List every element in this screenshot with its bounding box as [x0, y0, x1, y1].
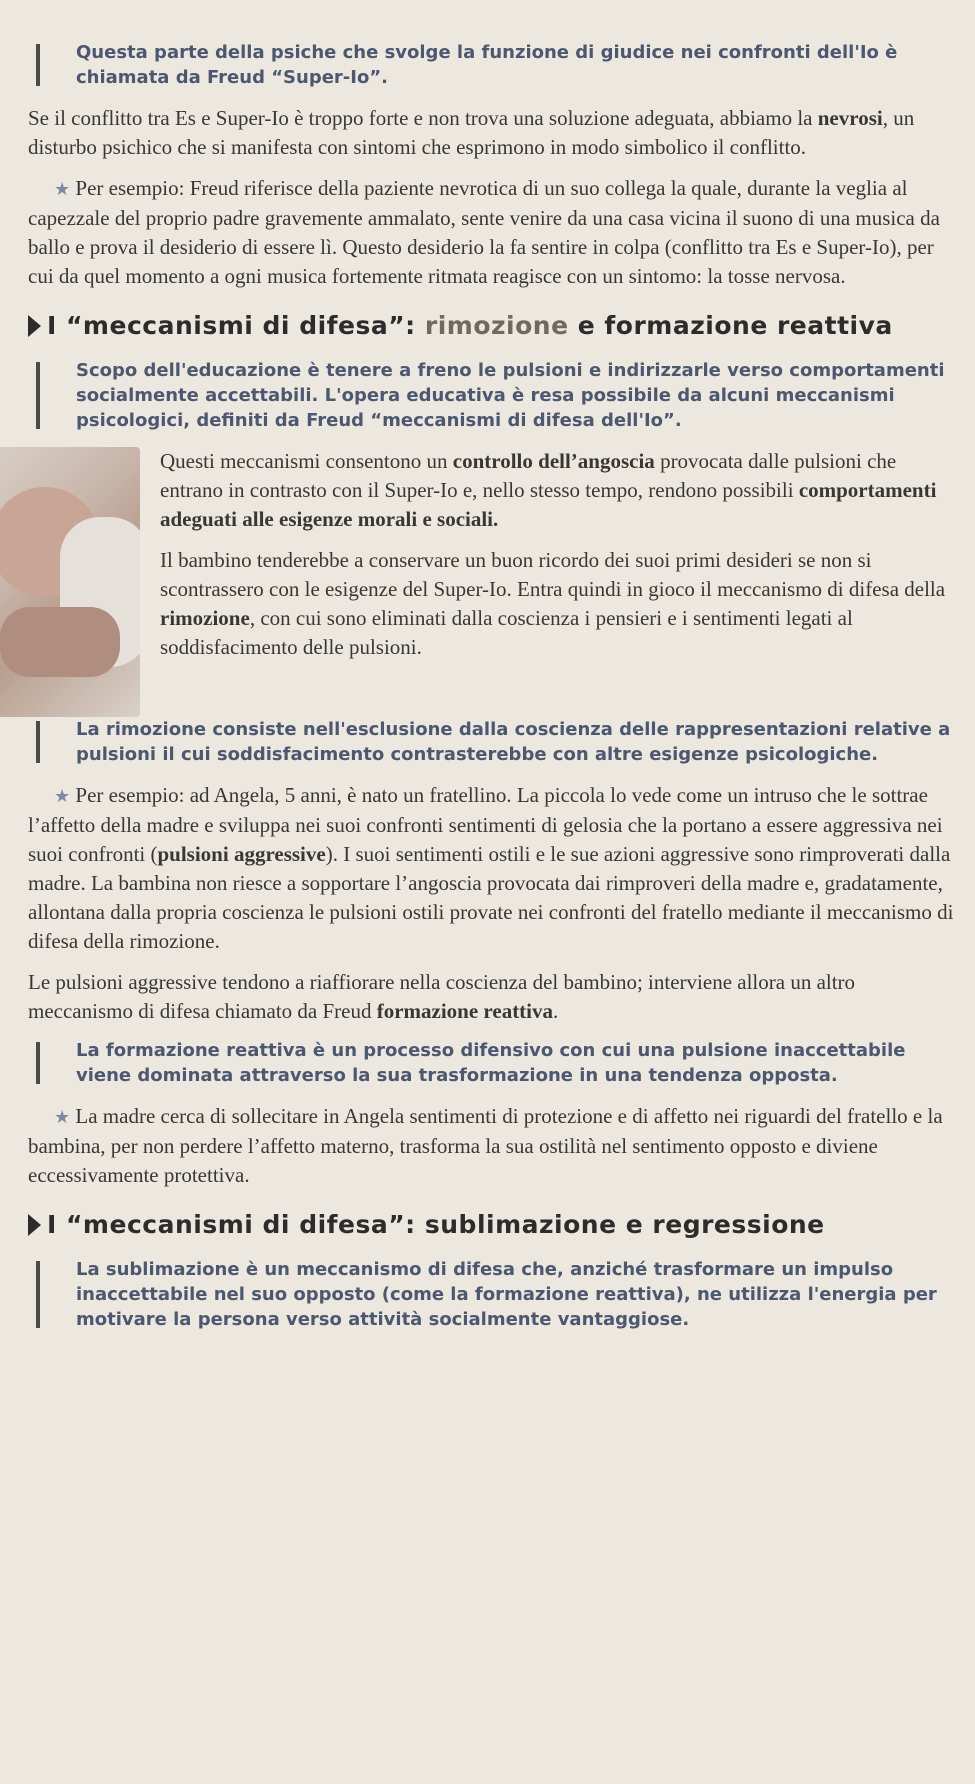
section-heading-rimozione: I “meccanismi di difesa”: rimozione e formazione reattiva [28, 311, 955, 340]
definition-super-io: Questa parte della psiche che svolge la funzione di giudice nei confronti dell'Io è chiamata da Freud “Super-Io”. [28, 40, 955, 90]
definition-bar [36, 1042, 40, 1084]
definition-bar [36, 44, 40, 86]
definition-sublimazione: La sublimazione è un meccanismo di difesa che, anziché trasformare un impulso inaccettabile nel suo opposto (come la formazione reattiva), ne utilizza l'energia per motivare la persona verso attività socialmente vantaggiose. [28, 1257, 955, 1332]
definition-bar [36, 721, 40, 763]
example-angela: ★ Per esempio: ad Angela, 5 anni, è nato un fratellino. La piccola lo vede come un intruso che le sottrae l’affetto della madre e sviluppa nei suoi confronti sentimenti di gelosia che la portano a essere aggressiva nei suoi confronti (pulsioni aggressive). I suoi sentimenti ostili e le sue azioni aggressive sono rimproverati dalla madre. La bambina non riesce a sopportare l’angoscia provocata dai rimproveri della madre e, gradatamente, allontana dalla propria coscienza le pulsioni ostili provate nei confronti del fratello mediante il meccanismo di difesa della rimozione. [28, 783, 954, 953]
image-text-block [28, 447, 955, 717]
paragraph-mechanisms: Questi meccanismi consentono un controllo dell’angoscia provocata dalle pulsioni che entrano in contrasto con il Super-Io e, nello stesso tempo, rendono possibili comportamenti adeguati alle esigenze morali e sociali. [160, 449, 937, 531]
example-protezione: ★ La madre cerca di sollecitare in Angela sentimenti di protezione e di affetto nei riguardi del fratello e la bambina, per non perdere l’affetto materno, trasforma la sua ostilità nel sentimento opposto e diviene eccessivamente protettiva. [28, 1104, 943, 1187]
example-tosse-nervosa: ★ Per esempio: Freud riferisce della paziente nevrotica di un suo collega la quale, durante la veglia al capezzale del proprio padre gravemente ammalato, sente venire da una casa vicina il suono di una musica da ballo e prova il desiderio di essere lì. Questo desiderio la fa sentire in colpa (conflitto tra Es e Super-Io), per cui da quel momento a ogni musica fortemente ritmata reagisce con un sintomo: la tosse nervosa. [28, 176, 940, 288]
definition-bar [36, 1261, 40, 1328]
star-icon: ★ [54, 786, 71, 806]
star-icon: ★ [54, 1107, 71, 1127]
triangle-bullet-icon [28, 315, 41, 337]
image-side-text [160, 447, 955, 717]
star-icon: ★ [54, 179, 71, 199]
paragraph-child: Il bambino tenderebbe a conservare un buon ricordo dei suoi primi desideri se non si scontrassero con le esigenze del Super-Io. Entra quindi in gioco il meccanismo di difesa della rimozione, con cui sono eliminati dalla coscienza i pensieri e i sentimenti legati al soddisfacimento delle pulsioni. [160, 548, 946, 659]
definition-formazione-reattiva: La formazione reattiva è un processo difensivo con cui una pulsione inaccettabile viene dominata attraverso la sua trasformazione in una tendenza opposta. [28, 1038, 955, 1088]
section-heading-sublimazione: I “meccanismi di difesa”: sublimazione e regressione [28, 1210, 955, 1239]
triangle-bullet-icon [28, 1214, 41, 1236]
definition-bar [36, 362, 40, 429]
paragraph-conflict: Se il conflitto tra Es e Super-Io è troppo forte e non trova una soluzione adeguata, abbiamo la nevrosi, un disturbo psichico che si manifesta con sintomi che esprimono in modo simbolico il conflitto. [28, 106, 915, 159]
definition-educazione: Scopo dell'educazione è tenere a freno le pulsioni e indirizzarle verso comportamenti socialmente accettabili. L'opera educativa è resa possibile da alcuni meccanismi psicologici, definiti da Freud “meccanismi di difesa dell'Io”. [28, 358, 955, 433]
sleeping-child-photo [0, 447, 140, 717]
paragraph-reactive: Le pulsioni aggressive tendono a riaffiorare nella coscienza del bambino; interviene allora un altro meccanismo di difesa chiamato da Freud formazione reattiva. [28, 970, 856, 1023]
definition-rimozione: La rimozione consiste nell'esclusione dalla coscienza delle rappresentazioni relative a pulsioni il cui soddisfacimento contrasterebbe con altre esigenze psicologiche. [28, 717, 955, 767]
